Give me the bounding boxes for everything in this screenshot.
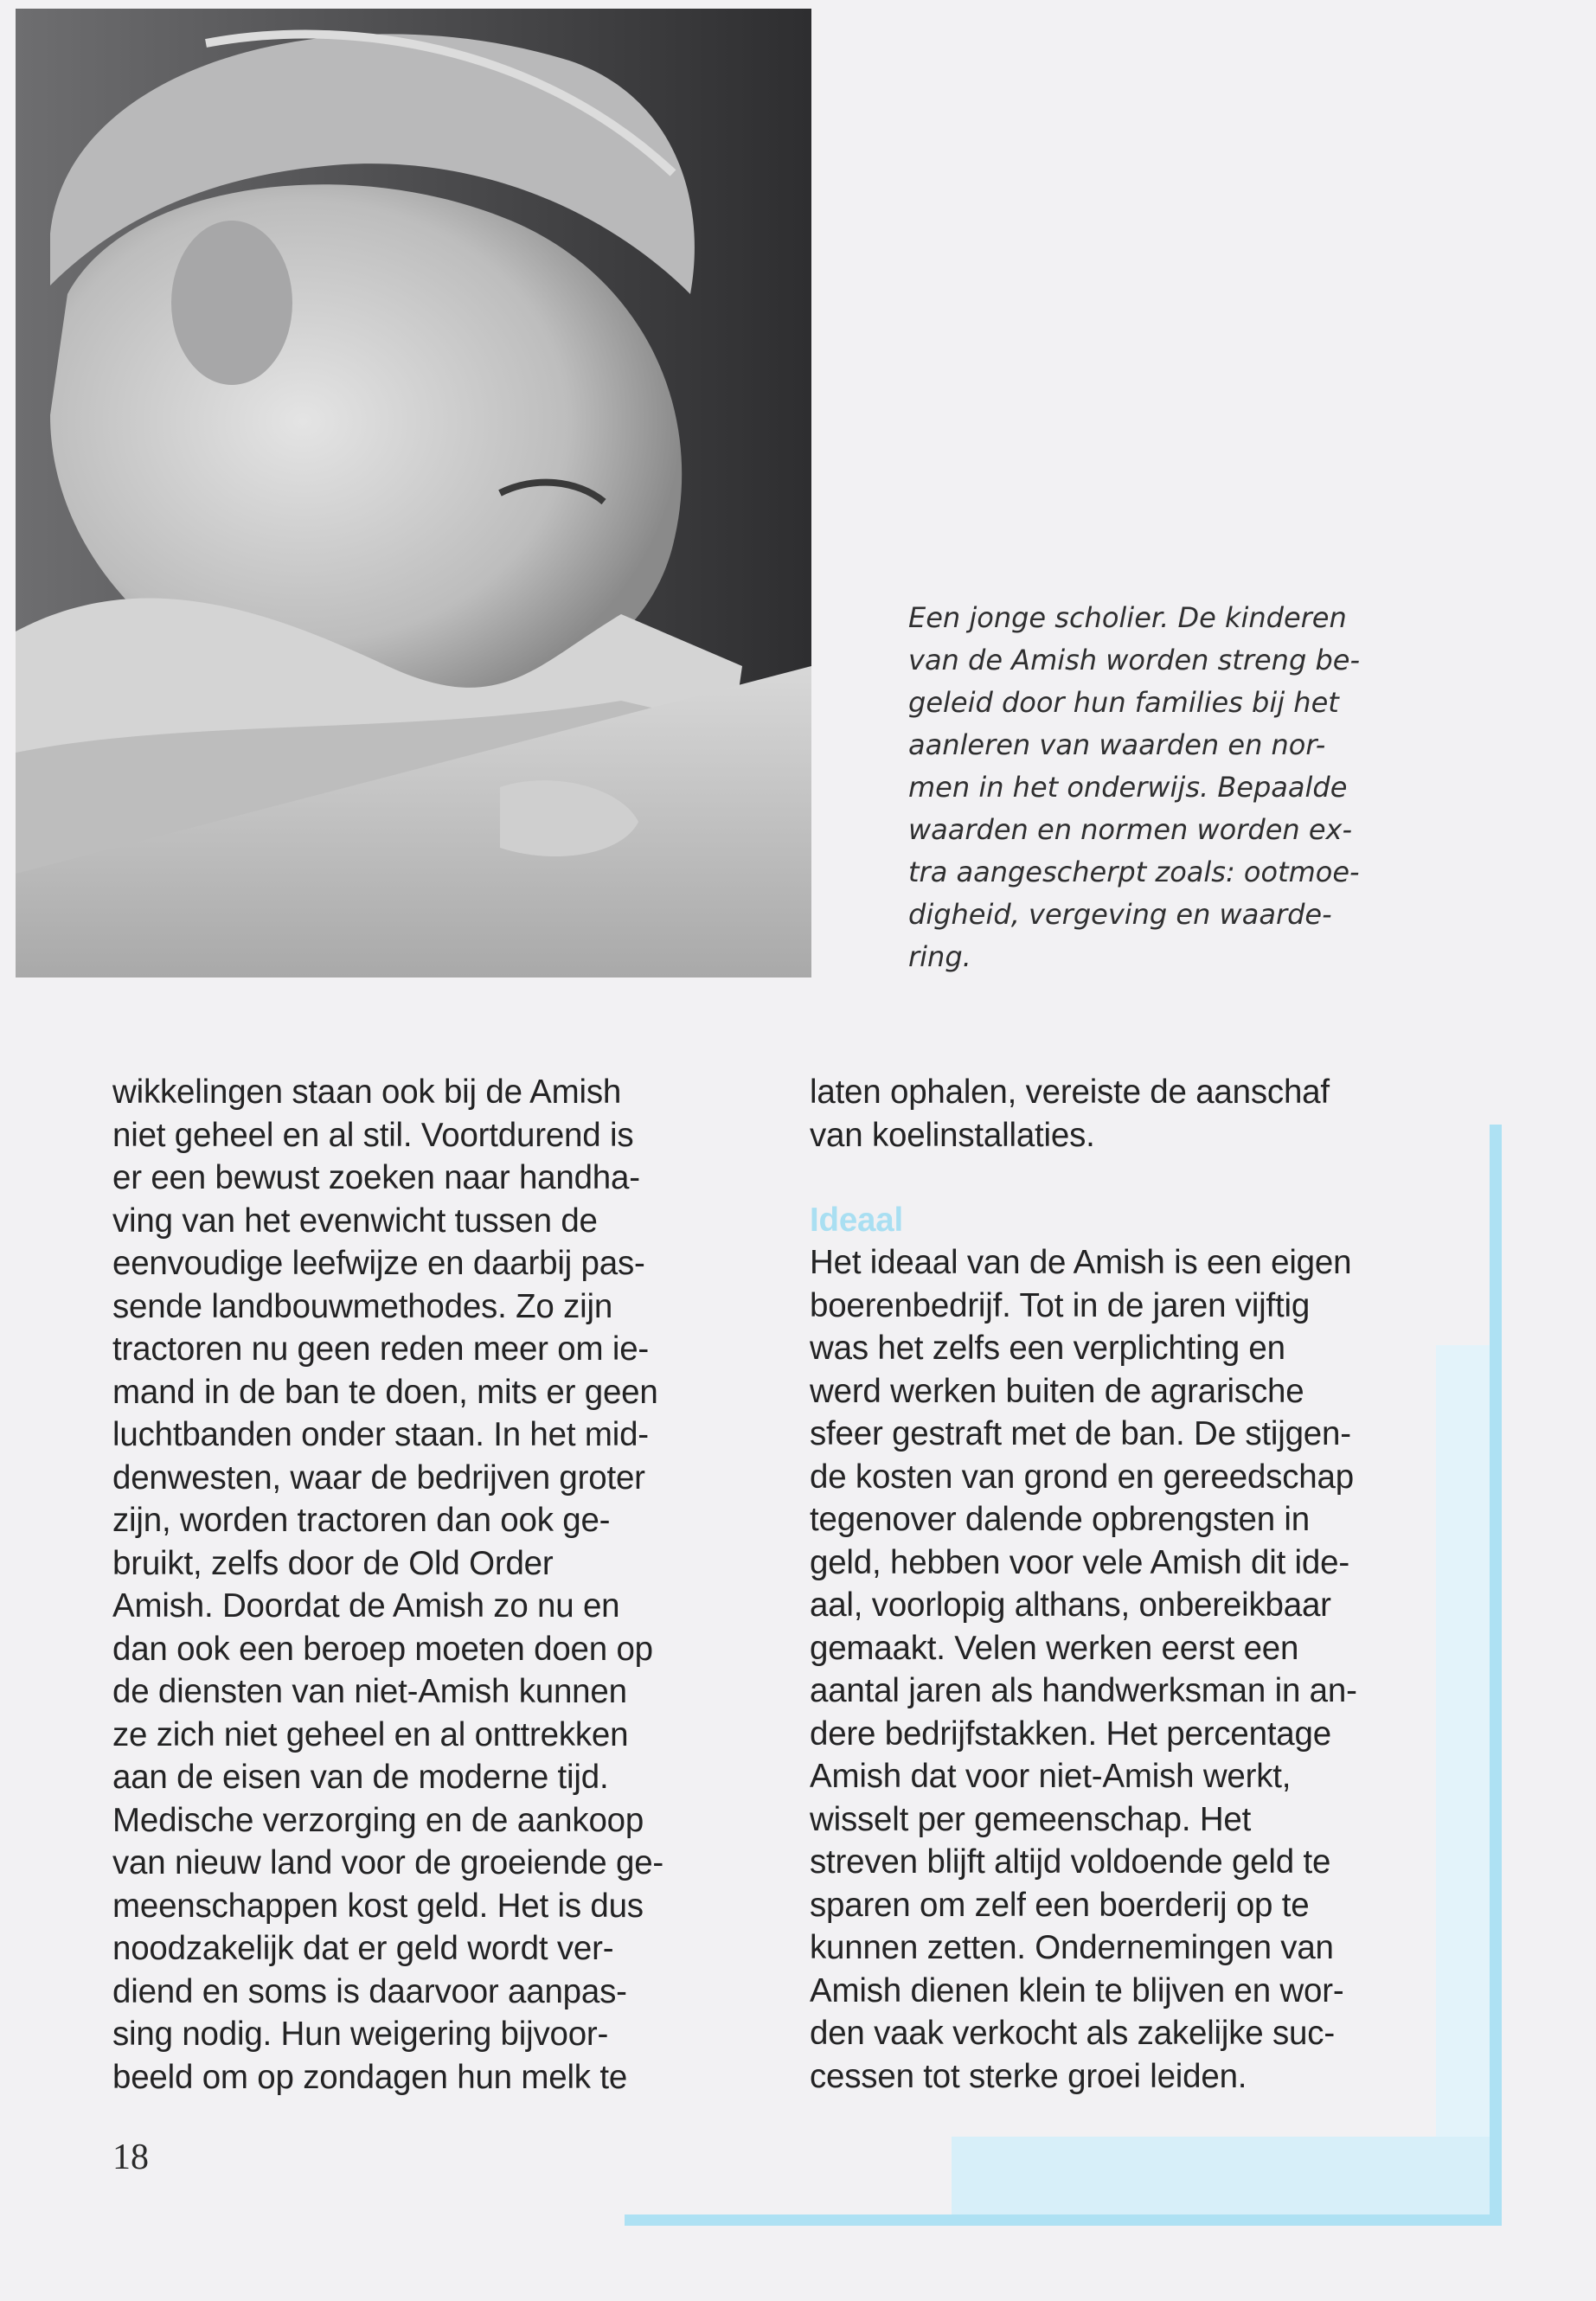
text-line: boerenbedrijf. Tot in de jaren vijftig (810, 1286, 1311, 1324)
caption-line: ring. (908, 940, 971, 973)
text-line: den vaak verkocht als zakelijke suc- (810, 2015, 1335, 2052)
text-line: sende landbouwmethodes. Zo zijn (112, 1287, 613, 1325)
text-line: dere bedrijfstakken. Het percentage (810, 1715, 1331, 1753)
text-line: laten ophalen, vereiste de aanschaf (810, 1074, 1330, 1111)
section-heading: Ideaal (810, 1202, 903, 1239)
text-line: denwesten, waar de bedrijven groter (112, 1458, 645, 1497)
text-line: eenvoudige leefwijze en daarbij pas- (112, 1245, 645, 1282)
text-line: beeld om op zondagen hun melk te (112, 2058, 628, 2096)
text-line: noodzakelijk dat er geld wordt ver- (112, 1930, 614, 1967)
text-line: meenschappen kost geld. Het is dus (112, 1887, 644, 1925)
caption-line: men in het onderwijs. Bepaalde (908, 771, 1348, 804)
text-line: bruikt, zelfs door de Old Order (112, 1544, 554, 1582)
text-line: tractoren nu geen reden meer om ie- (112, 1330, 650, 1368)
caption-line: aanleren van waarden en nor- (908, 728, 1326, 761)
caption-line: Een jonge scholier. De kinderen (908, 601, 1347, 634)
text-line: werd werken buiten de agrarische (810, 1372, 1304, 1410)
text-line: cessen tot sterke groei leiden. (810, 2057, 1247, 2095)
caption-line: geleid door hun families bij het (908, 686, 1339, 719)
accent-panel (952, 2137, 1497, 2221)
text-line: diend en soms is daarvoor aanpas- (112, 1972, 627, 2010)
text-line: ving van het evenwicht tussen de (112, 1202, 598, 1240)
text-line: sfeer gestraft met de ban. De stijgen- (810, 1415, 1351, 1452)
text-line: er een bewust zoeken naar handha- (112, 1159, 640, 1196)
text-line: wisselt per gemeenschap. Het (810, 1800, 1252, 1838)
text-line: tegenover dalende opbrengsten in (810, 1501, 1310, 1538)
text-line: de kosten van grond en gereedschap (810, 1458, 1354, 1496)
text-line: aal, voorlopig althans, onbereikbaar (810, 1586, 1331, 1624)
text-line: Amish dat voor niet-Amish werkt, (810, 1758, 1292, 1795)
text-line: kunnen zetten. Ondernemingen van (810, 1929, 1334, 1966)
caption-line: van de Amish worden streng be- (908, 644, 1360, 676)
text-line: dan ook een beroep moeten doen op (112, 1630, 653, 1668)
text-line: mand in de ban te doen, mits er geen (112, 1373, 658, 1411)
text-line: van koelinstallaties. (810, 1116, 1095, 1154)
accent-rule-horizontal (625, 2214, 1502, 2226)
caption-line: tra aangescherpt zoals: ootmoe- (908, 856, 1360, 888)
child-photo (16, 9, 811, 977)
text-line: sparen om zelf een boerderij op te (810, 1886, 1310, 1924)
left-text-column (112, 1071, 753, 2099)
text-line: luchtbanden onder staan. In het mid- (112, 1416, 649, 1453)
accent-panel (1436, 1345, 1491, 2137)
text-line: geld, hebben voor vele Amish dit ide- (810, 1543, 1349, 1581)
caption-line: digheid, vergeving en waarde- (908, 898, 1332, 931)
text-line: van nieuw land voor de groeiende ge- (112, 1844, 664, 1881)
photo-caption (908, 597, 1427, 978)
text-line: gemaakt. Velen werken eerst een (810, 1629, 1299, 1667)
accent-rule-vertical (1490, 1125, 1502, 2221)
text-line: sing nodig. Hun weigering bijvoor- (112, 2016, 609, 2053)
text-line: was het zelfs een verplichting en (810, 1330, 1285, 1367)
text-line: aan de eisen van de moderne tijd. (112, 1759, 609, 1796)
text-line: Amish. Doordat de Amish zo nu en (112, 1587, 620, 1625)
text-line: Het ideaal van de Amish is een eigen (810, 1244, 1352, 1281)
text-line: zijn, worden tractoren dan ook ge- (112, 1502, 611, 1539)
right-text-column (810, 1071, 1441, 2098)
text-line: aantal jaren als handwerksman in an- (810, 1672, 1357, 1709)
page-number: 18 (112, 2138, 149, 2177)
text-line: ze zich niet geheel en al onttrekken (112, 1715, 629, 1753)
text-line: niet geheel en al stil. Voortdurend is (112, 1116, 634, 1154)
caption-line: waarden en normen worden ex- (908, 813, 1352, 846)
photo-child-writing-icon (16, 9, 811, 977)
text-line: streven blijft altijd voldoende geld te (810, 1843, 1331, 1881)
text-line: de diensten van niet-Amish kunnen (112, 1673, 627, 1710)
text-line: Amish dienen klein te blijven en wor- (810, 1971, 1344, 2009)
text-line: Medische verzorging en de aankoop (112, 1801, 644, 1839)
text-line: wikkelingen staan ook bij de Amish (112, 1074, 622, 1111)
